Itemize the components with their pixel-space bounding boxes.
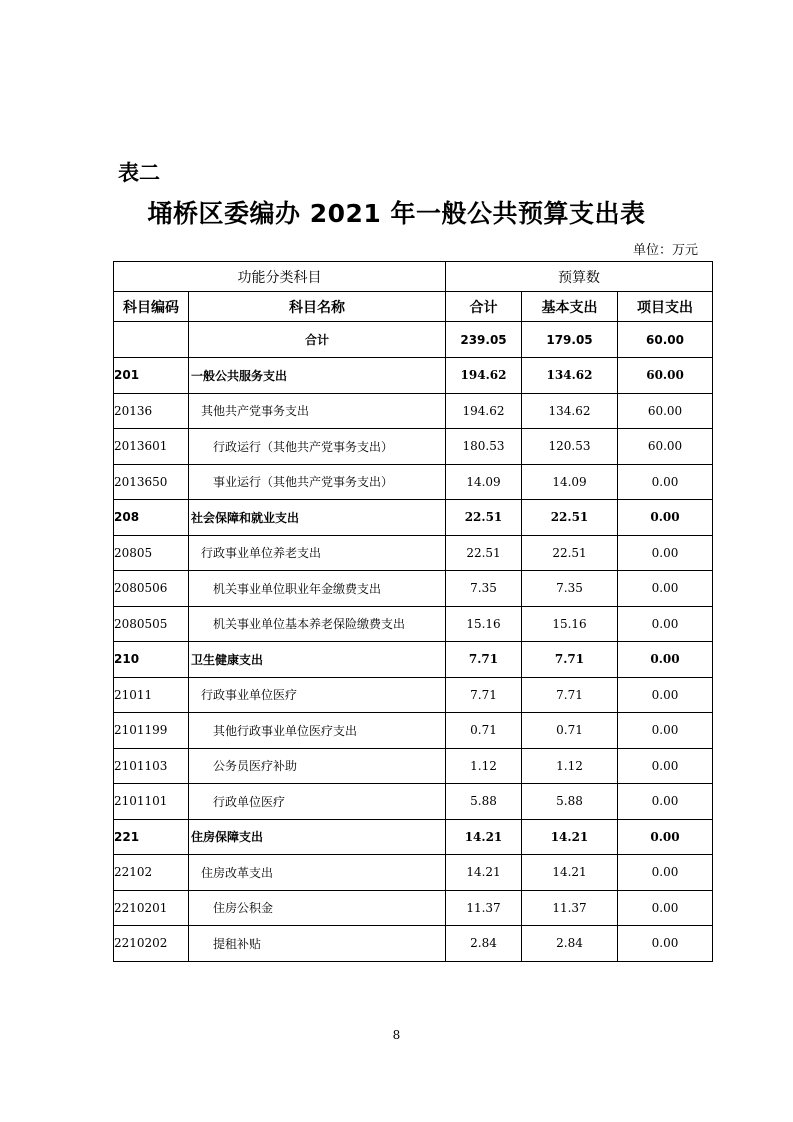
row-basic: 5.88: [522, 784, 618, 820]
table-row: [114, 855, 713, 891]
row-name: 公务员医疗补助: [189, 748, 446, 784]
row-total: 2.84: [446, 926, 522, 962]
row-total: 194.62: [446, 393, 522, 429]
row-basic: 14.09: [522, 464, 618, 500]
row-total: 194.62: [446, 358, 522, 394]
row-project: 0.00: [618, 606, 713, 642]
table-row: [114, 890, 713, 926]
header-project: 项目支出: [618, 292, 713, 322]
row-project: 0.00: [618, 748, 713, 784]
row-basic: 7.71: [522, 642, 618, 678]
row-project: 0.00: [618, 890, 713, 926]
row-code: 2013601: [114, 429, 189, 465]
row-total: 22.51: [446, 535, 522, 571]
row-name: 社会保障和就业支出: [189, 500, 446, 536]
row-name: 机关事业单位基本养老保险缴费支出: [189, 606, 446, 642]
table-row: [114, 784, 713, 820]
row-name: 提租补贴: [189, 926, 446, 962]
row-total: 7.35: [446, 571, 522, 607]
row-project: 0.00: [618, 642, 713, 678]
row-total: 7.71: [446, 677, 522, 713]
table-row: [114, 535, 713, 571]
row-project: 0.00: [618, 500, 713, 536]
row-basic: 134.62: [522, 393, 618, 429]
row-code: 201: [114, 358, 189, 394]
row-total: 5.88: [446, 784, 522, 820]
header-total: 合计: [446, 292, 522, 322]
row-total: 15.16: [446, 606, 522, 642]
row-code: 2101199: [114, 713, 189, 749]
row-name: 其他行政事业单位医疗支出: [189, 713, 446, 749]
header-code: 科目编码: [114, 292, 189, 322]
row-total: 22.51: [446, 500, 522, 536]
row-basic: 7.71: [522, 677, 618, 713]
row-project: 0.00: [618, 713, 713, 749]
row-code: 210: [114, 642, 189, 678]
page-title: 埇桥区委编办 2021 年一般公共预算支出表: [147, 199, 646, 228]
row-code: 2101101: [114, 784, 189, 820]
row-code: 208: [114, 500, 189, 536]
row-name: 住房保障支出: [189, 819, 446, 855]
row-total: 180.53: [446, 429, 522, 465]
total-row: [114, 322, 713, 358]
budget-table: [113, 261, 713, 962]
row-code: 2080505: [114, 606, 189, 642]
row-basic: 0.71: [522, 713, 618, 749]
budget-table-body: [114, 262, 713, 962]
header-row-columns: [114, 292, 713, 322]
row-name: 行政运行（其他共产党事务支出）: [189, 429, 446, 465]
row-name: 机关事业单位职业年金缴费支出: [189, 571, 446, 607]
row-name: 事业运行（其他共产党事务支出）: [189, 464, 446, 500]
table-row: [114, 748, 713, 784]
row-project: 60.00: [618, 429, 713, 465]
row-code: 22102: [114, 855, 189, 891]
table-row: [114, 429, 713, 465]
row-project: 0.00: [618, 535, 713, 571]
row-code: 2101103: [114, 748, 189, 784]
table-row: [114, 606, 713, 642]
table-row: [114, 500, 713, 536]
row-name: 其他共产党事务支出: [189, 393, 446, 429]
row-code: 221: [114, 819, 189, 855]
row-basic: 14.21: [522, 819, 618, 855]
table-row: [114, 677, 713, 713]
row-total: 11.37: [446, 890, 522, 926]
table-row: [114, 819, 713, 855]
row-code: 2210201: [114, 890, 189, 926]
row-name: 行政事业单位养老支出: [189, 535, 446, 571]
row-project: 0.00: [618, 819, 713, 855]
page-number: 8: [392, 1028, 401, 1042]
total-project: 60.00: [618, 322, 713, 358]
row-total: 7.71: [446, 642, 522, 678]
row-basic: 22.51: [522, 500, 618, 536]
row-name: 住房改革支出: [189, 855, 446, 891]
row-code: 2210202: [114, 926, 189, 962]
row-code: 20805: [114, 535, 189, 571]
header-category-group: 功能分类科目: [114, 262, 446, 292]
row-project: 60.00: [618, 393, 713, 429]
row-project: 0.00: [618, 855, 713, 891]
row-name: 一般公共服务支出: [189, 358, 446, 394]
table-row: [114, 571, 713, 607]
row-total: 14.09: [446, 464, 522, 500]
header-name: 科目名称: [189, 292, 446, 322]
row-code: 2080506: [114, 571, 189, 607]
row-basic: 1.12: [522, 748, 618, 784]
row-name: 卫生健康支出: [189, 642, 446, 678]
table-row: [114, 358, 713, 394]
header-budget-group: 预算数: [446, 262, 713, 292]
header-basic: 基本支出: [522, 292, 618, 322]
table-row: [114, 393, 713, 429]
row-code: 20136: [114, 393, 189, 429]
row-project: 0.00: [618, 464, 713, 500]
row-project: 60.00: [618, 358, 713, 394]
table-row: [114, 464, 713, 500]
row-total: 14.21: [446, 819, 522, 855]
total-code-cell: [114, 322, 189, 358]
header-row-group: [114, 262, 713, 292]
row-basic: 14.21: [522, 855, 618, 891]
row-project: 0.00: [618, 926, 713, 962]
row-project: 0.00: [618, 677, 713, 713]
row-total: 14.21: [446, 855, 522, 891]
row-project: 0.00: [618, 571, 713, 607]
table-row: [114, 642, 713, 678]
row-project: 0.00: [618, 784, 713, 820]
row-name: 住房公积金: [189, 890, 446, 926]
row-name: 行政事业单位医疗: [189, 677, 446, 713]
unit-label: 单位：万元: [632, 243, 698, 258]
table-row: [114, 926, 713, 962]
row-basic: 134.62: [522, 358, 618, 394]
total-total: 239.05: [446, 322, 522, 358]
table-label: 表二: [118, 161, 160, 185]
total-name: 合计: [189, 322, 446, 358]
row-basic: 2.84: [522, 926, 618, 962]
row-name: 行政单位医疗: [189, 784, 446, 820]
row-total: 0.71: [446, 713, 522, 749]
row-total: 1.12: [446, 748, 522, 784]
row-basic: 22.51: [522, 535, 618, 571]
row-code: 2013650: [114, 464, 189, 500]
row-code: 21011: [114, 677, 189, 713]
table-row: [114, 713, 713, 749]
row-basic: 7.35: [522, 571, 618, 607]
row-basic: 11.37: [522, 890, 618, 926]
row-basic: 15.16: [522, 606, 618, 642]
total-basic: 179.05: [522, 322, 618, 358]
row-basic: 120.53: [522, 429, 618, 465]
